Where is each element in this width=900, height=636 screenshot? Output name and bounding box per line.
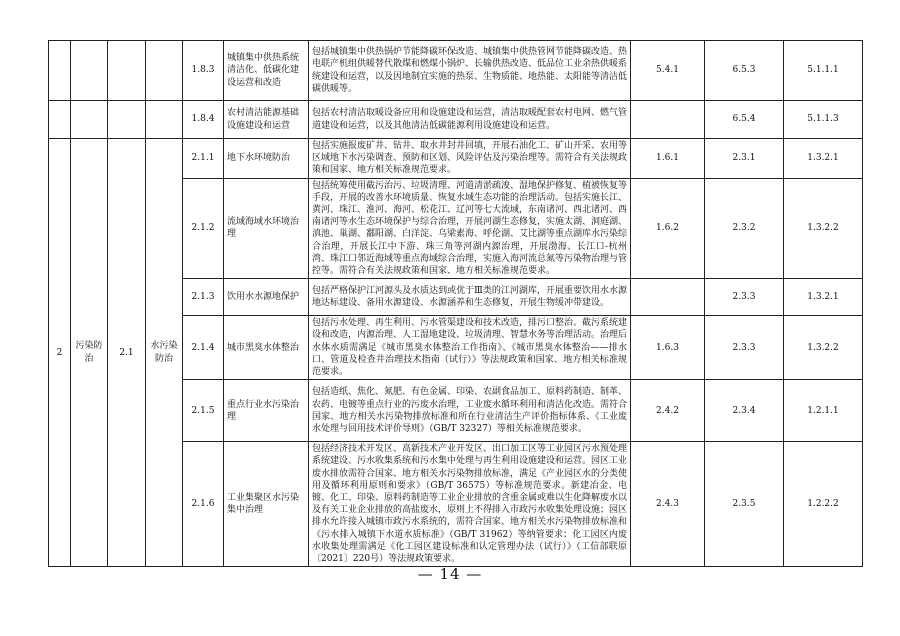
row-name: 工业集聚区水污染集中治理 (224, 442, 309, 567)
row-ref-b: 2.3.3 (705, 279, 784, 316)
row-description: 包括农村清洁取暖设备应用和设施建设和运营，清洁取暖配套农村电网、燃气管道建设和运营，以及其他清洁低碳能源利用设施建设和运营。 (309, 101, 631, 139)
group-number: 2 (49, 139, 71, 567)
row-ref-b: 2.3.3 (705, 316, 784, 380)
row-description: 包括造纸、焦化、氮肥、有色金属、印染、农副食品加工、原料药制造、制革、农药、电镀等重点行业的污废水治理，工业废水循环利用和清洁化改造。需符合国家、地方相关水污染物排放标准和所在行业清洁生产评价指标体系、《工业废水处理与回用技术评价导则》（GB/T 32327）等相关标准规范要求。 (309, 380, 631, 442)
row-name: 城市黑臭水体整治 (224, 316, 309, 380)
row-code: 1.8.4 (183, 101, 224, 139)
row-ref-c: 1.3.2.1 (784, 139, 863, 179)
row-name: 重点行业水污染治理 (224, 380, 309, 442)
catalogue-table (48, 40, 863, 567)
row-name: 城镇集中供热系统清洁化、低碳化建设运营和改造 (224, 41, 309, 101)
row-ref-a: 5.4.1 (631, 41, 705, 101)
row-ref-b: 6.5.4 (705, 101, 784, 139)
row-description: 包括污水处理、再生利用、污水管渠建设和技术改造，排污口整治、截污系统建设和改造，内源治理、人工湿地建设、垃圾清理、智慧水务等治理活动。治理后水体水质需满足《城市黑臭水体整治工作指南》、《城市黑臭水体整治——排水口、管道及检查井治理技术指南（试行）》等法规政策和国家、地方相关标准规范要求。 (309, 316, 631, 380)
row-ref-a: 2.4.2 (631, 380, 705, 442)
row-name: 农村清洁能源基础设施建设和运营 (224, 101, 309, 139)
row-description: 包括严格保护江河源头及水质达到或优于Ⅲ类的江河湖库，开展重要饮用水水源地达标建设、备用水源建设、水源涵养和生态修复，开展生物缓冲带建设。 (309, 279, 631, 316)
table-row (49, 101, 863, 139)
group-category: 污染防治 (71, 139, 108, 567)
row-ref-a (631, 279, 705, 316)
row-ref-c: 1.2.1.1 (784, 380, 863, 442)
row-code: 1.8.3 (183, 41, 224, 101)
row-description: 包括城镇集中供热锅炉节能降碳环保改造、城镇集中供热管网节能降碳改造、热电联产机组供暖替代散煤和燃煤小锅炉、长输供热改造、低品位工业余热供暖系统建设和运营，以及因地制宜实施的热泵、生物质能、地热能、太阳能等清洁低碳供暖等。 (309, 41, 631, 101)
row-ref-b: 2.3.2 (705, 178, 784, 279)
row-name: 流域海域水环境治理 (224, 178, 309, 279)
row-ref-c: 5.1.1.3 (784, 101, 863, 139)
row-description: 包括实施报废矿井、钻井、取水井封井回填，开展石油化工、矿山开采、农用等区域地下水污染调查、预防和区划、风险评估及污染治理等。需符合有关法规政策和国家、地方相关标准规范要求。 (309, 139, 631, 179)
row-ref-c: 1.3.2.2 (784, 316, 863, 380)
row-ref-a: 1.6.2 (631, 178, 705, 279)
row-ref-a (631, 101, 705, 139)
row-name: 饮用水水源地保护 (224, 279, 309, 316)
row-code: 2.1.2 (183, 178, 224, 279)
table-row (49, 139, 863, 179)
row-code: 2.1.3 (183, 279, 224, 316)
row-ref-c: 1.3.2.2 (784, 178, 863, 279)
row-ref-a: 1.6.1 (631, 139, 705, 179)
row-description: 包括统筹使用截污治污、垃圾清理、河道清淤疏浚、湿地保护修复、植被恢复等手段，开展的改善水环境质量、恢复水域生态功能的治理活动。包括实施长江、黄河、珠江、淮河、海河、松花江、辽河等七大流域，东南诸河、西北诸河、西南诸河等水生态环境保护与综合治理，开展河湖生态修复，实施太湖、洞庭湖、滇池、巢湖、鄱阳湖、白洋淀、乌梁素海、呼伦湖、艾比湖等重点湖库水污染综合治理，开展长江中下游、珠三角等河湖内源治理，开展渤海、长江口-杭州湾、珠江口邻近海域等重点海域综合治理，实施入海河流总氮等污染物治理与管控等。需符合有关法规政策和国家、地方相关标准规范要求。 (309, 178, 631, 279)
row-ref-b: 6.5.3 (705, 41, 784, 101)
row-code: 2.1.5 (183, 380, 224, 442)
row-description: 包括经济技术开发区、高新技术产业开发区、出口加工区等工业园区污水预处理系统建设、污水收集系统和污水集中处理与再生利用设施建设和运营。园区工业废水排放需符合国家、地方相关水污染物排放标准，满足《产业园区水的分类使用及循环利用原则和要求》（GB/T 36575）等标准规范要求。新建冶金、电镀、化工、印染、原料药制造等工业企业排放的含重金属或难以生化降解废水以及有关工业企业排放的高盐废水，原则上不得排入市政污水收集处理设施；园区排水允许接入城镇市政污水系统的，需符合国家、地方相关水污染物排放标准和《污水排入城镇下水道水质标准》（GB/T 31962）等纳管要求；化工园区内废水收集处理需满足《化工园区建设标准和认定管理办法（试行）》（工信部联原〔2021〕220号）等法规政策要求。 (309, 442, 631, 567)
row-ref-b: 2.3.4 (705, 380, 784, 442)
row-ref-b: 2.3.5 (705, 442, 784, 567)
row-code: 2.1.4 (183, 316, 224, 380)
subgroup-number: 2.1 (108, 139, 146, 567)
row-ref-a: 1.6.3 (631, 316, 705, 380)
row-ref-c: 1.3.2.1 (784, 279, 863, 316)
row-ref-c: 5.1.1.1 (784, 41, 863, 101)
row-ref-a: 2.4.3 (631, 442, 705, 567)
row-ref-b: 2.3.1 (705, 139, 784, 179)
page-number: — 14 — (417, 565, 483, 583)
row-ref-c: 1.2.2.2 (784, 442, 863, 567)
row-code: 2.1.6 (183, 442, 224, 567)
table-row (49, 41, 863, 101)
row-code: 2.1.1 (183, 139, 224, 179)
row-name: 地下水环境防治 (224, 139, 309, 179)
subgroup-category: 水污染防治 (146, 139, 183, 567)
